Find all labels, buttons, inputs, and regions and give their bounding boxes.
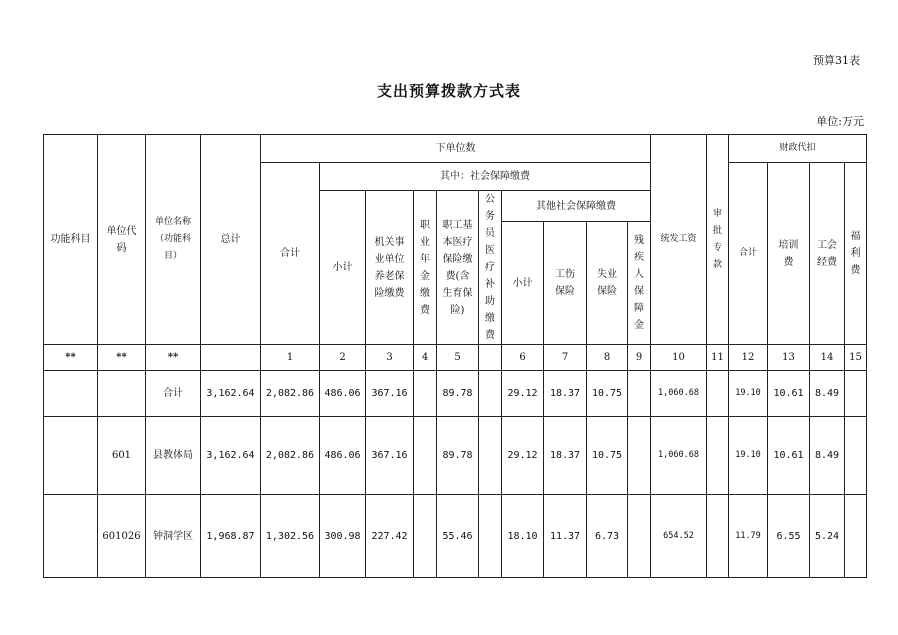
cell-name: 合计 (146, 371, 201, 417)
index-cell: 11 (707, 345, 729, 371)
index-cell (479, 345, 502, 371)
cell-injury: 18.37 (544, 417, 587, 495)
cell-welfare (845, 371, 867, 417)
cell-func (44, 495, 98, 578)
index-cell: ** (146, 345, 201, 371)
cell-union-fee: 8.49 (810, 371, 845, 417)
cell-unified-salary: 1,060.68 (651, 417, 707, 495)
cell-ss-subtotal: 486.06 (320, 417, 366, 495)
index-cell: 6 (502, 345, 544, 371)
header-unit-code: 单位代码 (98, 135, 146, 345)
index-cell: 14 (810, 345, 845, 371)
cell-other-subtotal: 29.12 (502, 371, 544, 417)
cell-annuity (414, 371, 437, 417)
header-training: 培训费 (768, 163, 810, 345)
index-cell: 5 (437, 345, 479, 371)
page-title: 支出预算拨款方式表 (376, 82, 521, 100)
unit-label: 单位:万元 (816, 115, 864, 128)
cell-func (44, 371, 98, 417)
header-unit-name: 单位名称（功能科目） (146, 135, 201, 345)
cell-welfare (845, 495, 867, 578)
cell-pension: 227.42 (366, 495, 414, 578)
cell-total: 3,162.64 (201, 371, 261, 417)
header-other-ss: 其他社会保障缴费 (502, 191, 651, 222)
table-row (44, 495, 867, 578)
cell-sum: 2,082.86 (261, 371, 320, 417)
header-ss-subtotal: 小计 (320, 191, 366, 345)
cell-code: 601 (98, 417, 146, 495)
cell-fw-total: 11.79 (729, 495, 768, 578)
cell-pension: 367.16 (366, 371, 414, 417)
index-cell: 1 (261, 345, 320, 371)
cell-annuity (414, 495, 437, 578)
cell-welfare (845, 417, 867, 495)
header-func-subject: 功能科目 (44, 135, 98, 345)
cell-civil-medical (479, 495, 502, 578)
cell-ss-subtotal: 486.06 (320, 371, 366, 417)
header-annuity: 职业年金缴费 (414, 191, 437, 345)
cell-other-subtotal: 18.10 (502, 495, 544, 578)
budget-table (43, 134, 867, 578)
index-cell: 9 (628, 345, 651, 371)
cell-injury: 18.37 (544, 371, 587, 417)
cell-disability (628, 495, 651, 578)
cell-fw-total: 19.10 (729, 417, 768, 495)
cell-name: 钟洞学区 (146, 495, 201, 578)
header-special-approval: 审批专款 (707, 135, 729, 345)
index-row (44, 345, 867, 371)
cell-union-fee: 5.24 (810, 495, 845, 578)
cell-injury: 11.37 (544, 495, 587, 578)
cell-other-subtotal: 29.12 (502, 417, 544, 495)
cell-sum: 2,082.86 (261, 417, 320, 495)
cell-unemployment: 10.75 (587, 417, 628, 495)
header-total: 总计 (201, 135, 261, 345)
cell-func (44, 417, 98, 495)
form-number: 预算31表 (813, 54, 860, 67)
cell-sum: 1,302.56 (261, 495, 320, 578)
header-social-security: 其中：社会保障缴费 (320, 163, 651, 191)
table-row (44, 417, 867, 495)
cell-unemployment: 10.75 (587, 371, 628, 417)
table-row (44, 371, 867, 417)
index-cell: ** (98, 345, 146, 371)
header-unified-salary: 统发工资 (651, 135, 707, 345)
cell-unemployment: 6.73 (587, 495, 628, 578)
header-fw-total: 合计 (729, 163, 768, 345)
index-cell: 4 (414, 345, 437, 371)
header-welfare: 福利费 (845, 163, 867, 345)
cell-civil-medical (479, 371, 502, 417)
cell-medical: 89.78 (437, 371, 479, 417)
header-lower-units: 下单位数 (261, 135, 651, 163)
cell-union-fee: 8.49 (810, 417, 845, 495)
cell-civil-medical (479, 417, 502, 495)
index-cell: ** (44, 345, 98, 371)
index-cell: 15 (845, 345, 867, 371)
header-sum: 合计 (261, 163, 320, 345)
header-pension: 机关事业单位养老保险缴费 (366, 191, 414, 345)
cell-unified-salary: 654.52 (651, 495, 707, 578)
index-cell: 10 (651, 345, 707, 371)
index-cell: 2 (320, 345, 366, 371)
cell-medical: 89.78 (437, 417, 479, 495)
cell-training: 10.61 (768, 371, 810, 417)
index-cell: 8 (587, 345, 628, 371)
cell-code (98, 371, 146, 417)
cell-training: 6.55 (768, 495, 810, 578)
header-injury: 工伤保险 (544, 222, 587, 345)
header-civil-medical: 公务员医疗补助缴费 (479, 191, 502, 345)
header-unemployment: 失业保险 (587, 222, 628, 345)
cell-disability (628, 417, 651, 495)
cell-special-approval (707, 371, 729, 417)
cell-pension: 367.16 (366, 417, 414, 495)
header-other-subtotal: 小计 (502, 222, 544, 345)
cell-total: 1,968.87 (201, 495, 261, 578)
cell-fw-total: 19.10 (729, 371, 768, 417)
header-medical: 职工基本医疗保险缴费(含生育保险) (437, 191, 479, 345)
cell-total: 3,162.64 (201, 417, 261, 495)
index-cell: 12 (729, 345, 768, 371)
cell-name: 县教体局 (146, 417, 201, 495)
index-cell: 13 (768, 345, 810, 371)
header-union-fee: 工会经费 (810, 163, 845, 345)
header-disability: 残疾人保障金 (628, 222, 651, 345)
cell-special-approval (707, 417, 729, 495)
cell-special-approval (707, 495, 729, 578)
header-finance-withhold: 财政代扣 (729, 135, 867, 163)
index-cell: 3 (366, 345, 414, 371)
cell-ss-subtotal: 300.98 (320, 495, 366, 578)
cell-annuity (414, 417, 437, 495)
cell-unified-salary: 1,060.68 (651, 371, 707, 417)
cell-disability (628, 371, 651, 417)
cell-code: 601026 (98, 495, 146, 578)
index-cell: 7 (544, 345, 587, 371)
cell-medical: 55.46 (437, 495, 479, 578)
index-cell (201, 345, 261, 371)
cell-training: 10.61 (768, 417, 810, 495)
